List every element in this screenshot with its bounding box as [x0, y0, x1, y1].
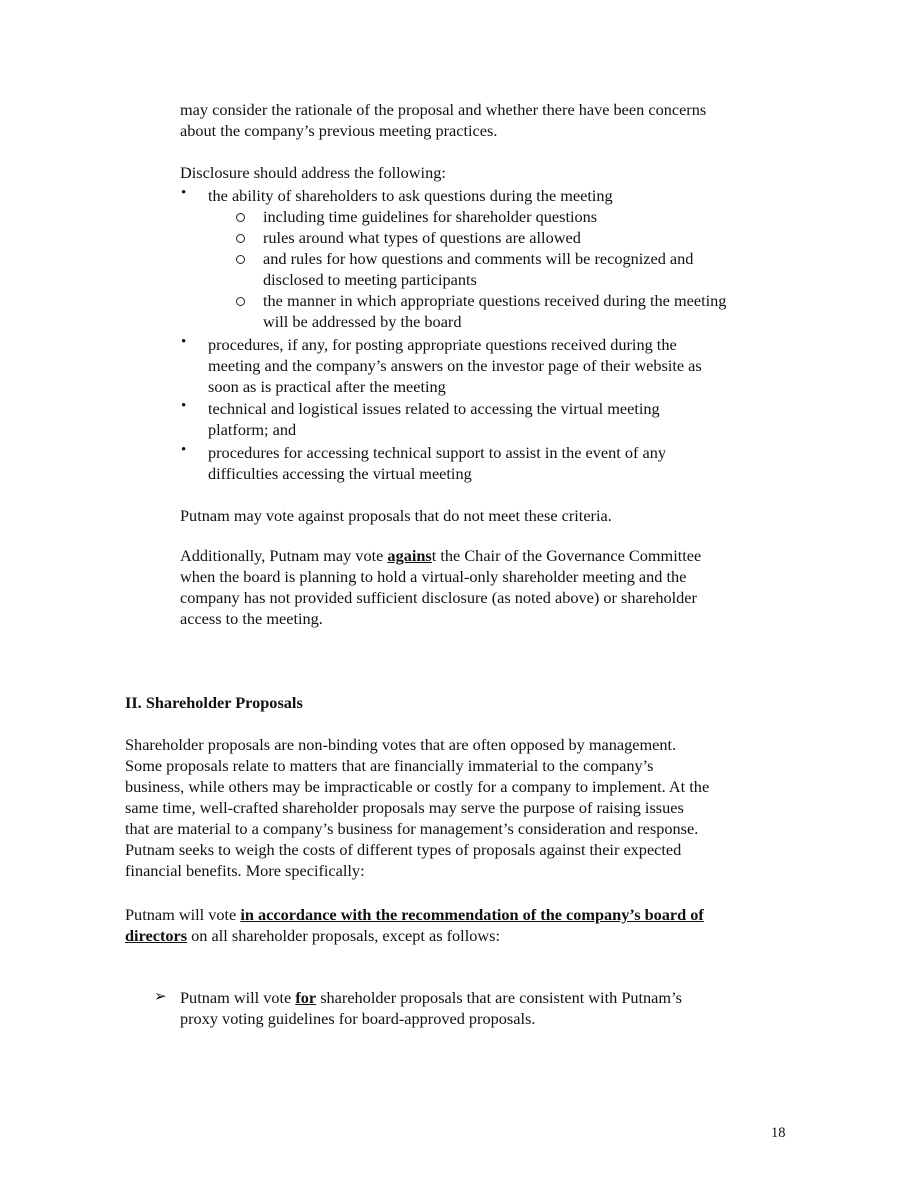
bullet-item: the ability of shareholders to ask questions during the meeting	[208, 186, 613, 205]
sub-bullet-item: rules around what types of questions are allowed	[263, 228, 581, 247]
section-paragraph: Shareholder proposals are non-binding votes that are often opposed by management. Some proposals relate to matters that are financially immaterial to the company’s business, while others may be impracticable or costly for a company to implement. At the same time, well-crafted shareholder proposals may serve the purpose of raising issues that are material to a company’s business for management’s consideration and response. Putnam seeks to weigh the costs of different types of proposals against their expected financial benefits. More specifically:	[125, 735, 710, 880]
recommendation-emphasis: in accordance with the recommendation of the company’s board of	[240, 905, 704, 924]
disclosure-lead: Disclosure should address the following:	[180, 163, 446, 182]
vote-policy-paragraph: Putnam will vote in accordance with the recommendation of the company’s board of directors on all shareholder proposals, except as follows:	[125, 905, 704, 945]
circle-bullet-icon	[236, 255, 245, 264]
section-heading: II. Shareholder Proposals	[125, 693, 303, 712]
circle-bullet-icon	[236, 297, 245, 306]
bullet-dot-icon: •	[181, 185, 187, 201]
arrow-bullet-icon: ➢	[154, 989, 167, 1005]
bullet-item: procedures for accessing technical support to assist in the event of any difficulties accessing the virtual meeting	[208, 443, 666, 483]
directors-emphasis: directors	[125, 926, 188, 945]
circle-bullet-icon	[236, 213, 245, 222]
against-emphasis: agains	[387, 546, 432, 565]
bullet-item: procedures, if any, for posting appropriate questions received during the meeting and the company’s answers on the investor page of their website as soon as is practical after the meeting	[208, 335, 702, 396]
intro-paragraph: may consider the rationale of the proposal and whether there have been concerns about the company’s previous meeting practices.	[180, 100, 707, 140]
circle-bullet-icon	[236, 234, 245, 243]
page-number: 18	[771, 1125, 786, 1141]
criteria-paragraph: Putnam may vote against proposals that do not meet these criteria.	[180, 506, 612, 525]
sub-bullet-item: and rules for how questions and comments will be recognized and disclosed to meeting participants	[263, 249, 694, 289]
bullet-dot-icon: •	[181, 398, 187, 414]
arrow-bullet-item: Putnam will vote for shareholder proposals that are consistent with Putnam’s proxy voting guidelines for board-approved proposals.	[180, 988, 682, 1028]
bullet-item: technical and logistical issues related to accessing the virtual meeting platform; and	[208, 399, 660, 439]
sub-bullet-item: the manner in which appropriate questions received during the meeting will be addressed by the board	[263, 291, 727, 331]
bullet-dot-icon: •	[181, 442, 187, 458]
for-emphasis: for	[295, 988, 317, 1007]
additionally-paragraph: Additionally, Putnam may vote against the Chair of the Governance Committee when the board is planning to hold a virtual-only shareholder meeting and the company has not provided sufficient disclosure (as noted above) or shareholder access to the meeting.	[180, 546, 702, 628]
sub-bullet-item: including time guidelines for shareholder questions	[263, 207, 598, 226]
bullet-dot-icon: •	[181, 334, 187, 350]
